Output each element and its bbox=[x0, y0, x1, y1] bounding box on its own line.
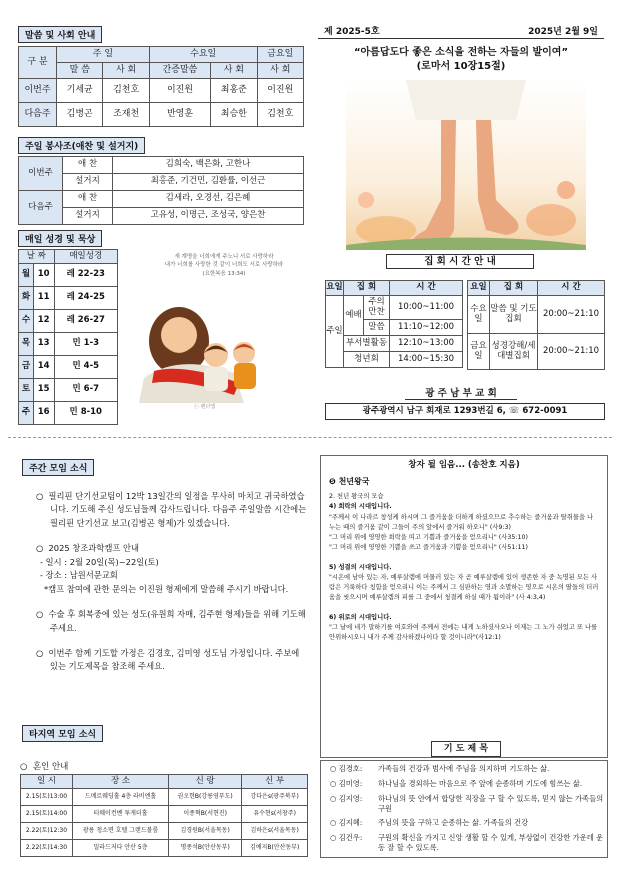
issue-number: 제 2025-5호 bbox=[324, 27, 380, 37]
verse: “아름답도다 좋은 소식을 전하는 자들의 발이여” (로마서 10장15절) bbox=[353, 47, 569, 72]
church-name: 광 주 남 부 교 회 bbox=[405, 385, 517, 400]
prayer-item: ○ 김미영: 하나님을 경외하는 마음으로 주 앞에 순종하며 기도에 힘쓰는 삶. bbox=[330, 778, 583, 788]
table-row: 2.22(토)14:30 밀라드저다 안산 5층 명종석B(안산동부) 김예지B(안산동부) bbox=[21, 840, 308, 857]
table-row: 이번주 기세균 김천호 이진원 최홍준 이진원 bbox=[19, 79, 304, 103]
serve-title: 주일 봉사조(애찬 및 설거지) bbox=[18, 137, 145, 154]
bible-table: 날 짜 매일성경 월 10 레 22-23 화 11 레 24-25 수 12 레 26-27 목 13 민 1-3 금 14 민 4-5 토 15 민 6-7 주 16 민 8-10 bbox=[18, 249, 118, 425]
jesus-children-image bbox=[124, 283, 304, 403]
table-row: 화 11 레 24-25 bbox=[19, 287, 118, 310]
table-row: 금 14 민 4-5 bbox=[19, 356, 118, 379]
table-row: 목 13 민 1-3 bbox=[19, 333, 118, 356]
number-bullet-icon: ❺ bbox=[329, 476, 336, 486]
table-row: 다음주 김병곤 조재천 반영훈 최승한 김천호 bbox=[19, 103, 304, 127]
illustration-caption: 새 계명을 너희에게 주노니 서로 사랑하라 내가 너희를 사랑한 것 같이 너희도 서로 사랑하라 (요한복음 13:34) bbox=[164, 254, 284, 277]
meet-table-weekday: 요일 집 회 시 간 수요일 말씀 및 기도집회 20:00~21:10 금요일 성경강해/세대별집회 20:00~21:10 bbox=[467, 280, 605, 370]
table-row: 2.15(토)13:00 드메르웨딩홀 4층 라비엔홀 권오헌B(강릉영푸도) 강다은s(광주북부) bbox=[21, 789, 308, 806]
issue-bar bbox=[318, 24, 604, 39]
news-item: ○ 이번주 함께 기도할 가정은 김경호, 김미영 성도님 가정입니다. 주보에 있는 기도제목을 참조해 주세요. bbox=[36, 647, 300, 672]
prayer-item: ○ 김지혜: 주님의 뜻을 구하고 순종하는 삶. 가족들의 건강 bbox=[330, 818, 529, 828]
prayer-item: ○ 김경호: 가족들의 건강과 범사에 주님을 의지하며 기도하는 삶. bbox=[330, 764, 550, 773]
feet-illustration bbox=[346, 80, 586, 250]
wedding-subtitle: ○ 혼인 안내 bbox=[20, 762, 69, 772]
meet-title: 집 회 시 간 안 내 bbox=[386, 254, 534, 269]
table-row: 2.15(토)14:00 티웨이컨벤 투게더홀 이종혁B(서현진) 유수현s(서창주) bbox=[21, 806, 308, 823]
divider bbox=[8, 437, 612, 438]
prayer-item: ○ 김지영: 하나님의 뜻 안에서 합당한 직장을 구 할 수 있도록, 믿지 않는 가족들의 구원 bbox=[330, 793, 604, 813]
church-address: 광주광역시 남구 회재로 1293번길 6, ☏ 672-0091 bbox=[325, 403, 605, 420]
meet-table-sunday: 요일 집 회 시 간 주일 예배 주의 만찬 10:00~11:00 말씀 11:10~12:00 부서별활동 12:10~13:00 청년회 14:00~15:30 bbox=[325, 280, 463, 368]
preach-table: 구 분 주 일 수요일 금요일 말 씀 사 회 간증말씀 사 회 사 회 이번주 기세균 김천호 이진원 최홍준 이진원 다음주 김병곤 조재천 반영훈 최승한 김천호 bbox=[18, 46, 304, 127]
bible-title: 매일 성경 및 묵상 bbox=[18, 230, 102, 247]
news-title: 주간 모임 소식 bbox=[22, 459, 94, 476]
essay-title: 창자 될 임음... (송찬호 지음) bbox=[408, 460, 520, 470]
other-title: 타지역 모임 소식 bbox=[22, 725, 103, 742]
preach-title: 말씀 및 사회 안내 bbox=[18, 26, 102, 43]
feet-image bbox=[346, 80, 586, 250]
news-item: ○ 필리핀 단기선교팀이 12박 13일간의 일정을 무사히 마치고 귀국하였습니다. 기도해 주신 성도님들께 감사드립니다. 다음주 주일말씀 시간에는 필리핀 단기선교 보고(김병곤 형제)가 있겠습니다. bbox=[36, 491, 307, 528]
table-row: 월 10 레 22-23 bbox=[19, 264, 118, 287]
news-item: ○ 2025 창조과학캠프 안내 bbox=[36, 543, 140, 554]
issue-date: 2025년 2월 9일 bbox=[528, 27, 598, 37]
serve-table: 이번주 애 찬 김희숙, 백은화, 고한나 설거지 최홍준, 기건민, 김환률, 이선근 다음주 애 찬 김세라, 오경선, 김은혜 설거지 고유성, 이명근, 조성국, 양은찬 bbox=[18, 156, 304, 225]
table-row: 수 12 레 26-27 bbox=[19, 310, 118, 333]
prayer-item: ○ 김건우: 구원의 확신을 가지고 신앙 생활 할 수 있게, 부상없이 건강한 가운데 운동 잘 할 수 있도록. bbox=[330, 833, 604, 853]
prayer-title-anchor bbox=[320, 736, 608, 752]
wedding-table: 일 시 장 소 신 랑 신 부 2.15(토)13:00 드메르웨딩홀 4층 라비엔홀 권오헌B(강릉영푸도) 강다은s(광주북부) 2.15(토)14:00 티웨이컨벤 투게더홀 이종혁B(서현진) 유수현s(서창주) 2.22(토)12:30 광릉 청소면 호텔 그랜드볼룸 김경원B(서울목동) 김하은s(서울목동) 2.22(토)14:30 밀라드저다 안산 5층 명종석B(안산동부) 김예지B(안산동부) bbox=[20, 774, 308, 857]
jesus-illustration: 새 계명을 너희에게 주노니 서로 사랑하라 내가 너희를 사랑한 것 같이 너희도 서로 사랑하라 (요한복음 13:34) ⓒ 펜더앱 bbox=[124, 253, 304, 417]
news-body: ○ 필리핀 단기선교팀이 12박 13일간의 일정을 무사히 마치고 귀국하였습니다. 기도해 주신 성도님들께 감사드립니다. 다음주 주일말씀 시간에는 필리핀 단기선교 보고(김병곤 형제)가 있겠습니다. ○ 2025 창조과학캠프 안내 - 일시 : 2월 20일(목)~22일(토) - 장소 : 남원서문교회 *캠프 참여에 관한 문의는 이진원 형제에게 말씀해 주시기 바랍니다. ○ 수술 후 회복중에 있는 성도(유원희 자매, 김주현 형제)들을 위해 기도해 주세요. ○ 이번주 함께 기도할 가정은 김경호, 김미영 성도님 가정입니다. 주보에 있는 기도제목을 참조해 주세요. bbox=[18, 490, 308, 674]
table-row: 주 16 민 8-10 bbox=[19, 402, 118, 425]
essay-section: ❺ 천년왕국 bbox=[329, 476, 370, 486]
prayer-list bbox=[330, 762, 606, 853]
news-item: ○ 수술 후 회복중에 있는 성도(유원희 자매, 김주현 형제)들을 위해 기도해 주세요. bbox=[36, 609, 306, 633]
table-row: 토 15 민 6-7 bbox=[19, 379, 118, 402]
prayer-title: 기 도 제 목 bbox=[431, 741, 501, 757]
essay-box: 창자 될 임음... (송찬호 지음) ❺ 천년왕국 2. 천년 왕국의 모습 4) 희락의 시대입니다. "주께서 이 나라르 창성케 하시며 그 즐거움을 더하게 하셨으므로 추수하는 즐거움과 탈취물을 나누는 때의 즐거움 같이 그들이 주의 앞에서 즐거워 하오니" (사9:3) "그 머리 위에 영영한 희락을 띠고 기쁨과 즐거움을 얻으리니" (사35:10) "그 머리 위에 영영한 기쁨을 쓰고 즐거움과 기쁨을 얻으리니" (사51:11) 5) 성결의 시대입니다. "시온에 남아 있는 자, 예루살렘에 머물러 있는 자 곧 예루살렘에 있어 생존한 자 중 녹명된 모든 사람은 거룩하다 칭함을 얻으리니 이는 주께서 그 심판하는 영과 소멸하는 영으로 시온의 딸들의 더러움을 씻으시며 예루살렘의 피를 그 중에서 청결케 하실 때가 됨이라" (사 4:3,4) 6) 위로의 시대입니다. "그 날에 네가 말하기를 여호와여 주께서 전에는 내게 노하셨사오나 이제는 그 노가 쉬었고 또 나를 안위하시오니 내가 주께 감사하겠나이다 할 것이니라"(사12:1) bbox=[320, 455, 608, 758]
table-row: 2.22(토)12:30 광릉 청소면 호텔 그랜드볼룸 김경원B(서울목동) 김하은s(서울목동) bbox=[21, 823, 308, 840]
